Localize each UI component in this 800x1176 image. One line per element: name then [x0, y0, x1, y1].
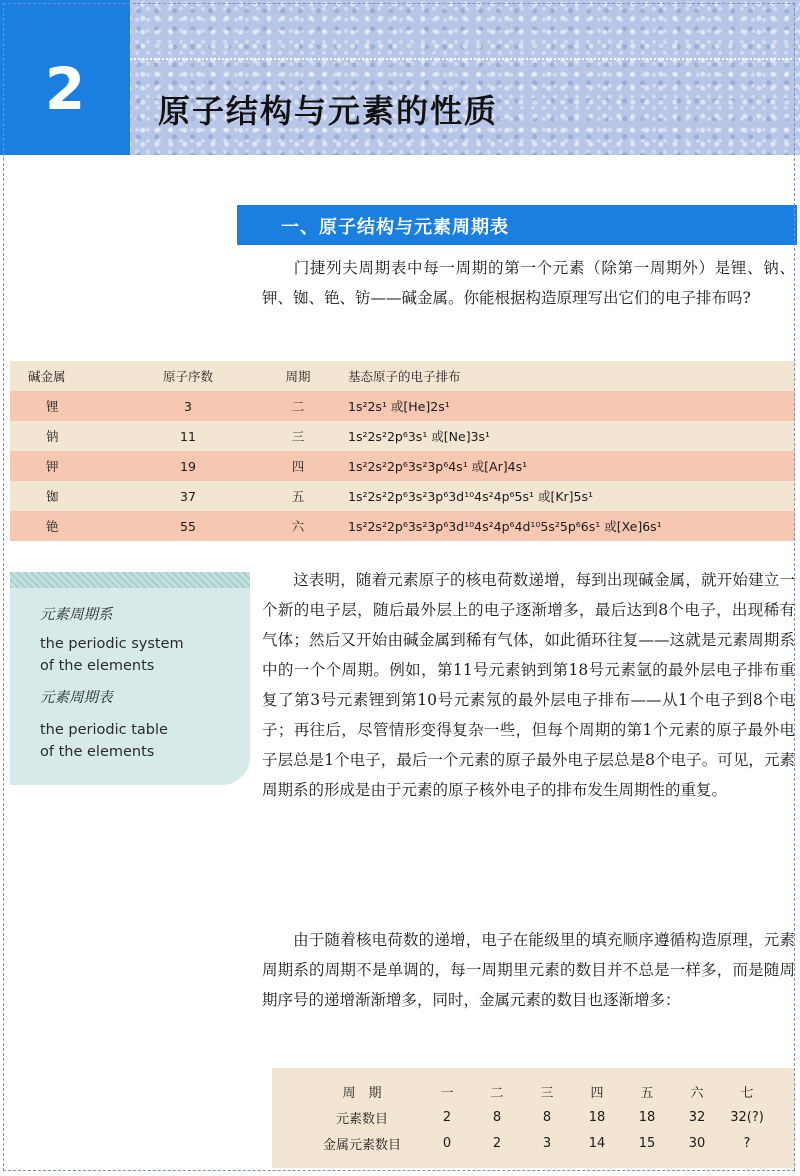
chapter-number-block: [0, 0, 130, 155]
chapter-header-band: [0, 0, 800, 155]
intro-text: 门捷列夫周期表中每一周期的第一个元素（除第一周期外）是锂、钠、钾、铷、铯、钫——碱金属。你能根据构造原理写出它们的电子排布吗?: [262, 259, 795, 307]
header-cell: 原子序数: [162, 369, 213, 384]
glossary-term-en: the periodic table: [40, 722, 168, 738]
table-row: [10, 391, 795, 421]
table-row: [10, 451, 795, 481]
header-cell: 基态原子的电子排布: [348, 369, 461, 384]
table-cell: 三: [291, 429, 305, 444]
body-paragraph-2: [262, 925, 795, 1015]
table-cell: 四: [291, 459, 305, 474]
header-cell: 周期: [285, 369, 311, 384]
table-cell: ?: [743, 1135, 751, 1151]
body-text: 这表明，随着元素原子的核电荷数递增，每到出现碱金属，就开始建立一个新的电子层，随后最外层上的电子逐渐增多，最后达到8个电子，出现稀有气体；然后又开始由碱金属到稀有气体，如此循环往复——这就是元素周期系中的一个个周期。例如，第11号元素钠到第18号元素氩的最外层电子排布重复了第3号元素锂到第10号元素氖的最外层电子排布——从1个电子到8个电子；再往后，尽管情形变得复杂一些，但每个周期的第1个元素的原子最外电子层总是1个电子，最后一个元素的原子最外电子层总是8个电子。可见，元素周期系的形成是由于元素的原子核外电子的排布发生周期性的重复。: [262, 571, 795, 799]
period-count-table-panel: [272, 1068, 795, 1168]
table-cell: 三: [540, 1085, 554, 1101]
sidebox-pattern-strip: [10, 572, 250, 588]
table-cell: 六: [690, 1085, 704, 1101]
glossary-term-cn: 元素周期系: [40, 607, 113, 623]
table-cell: 2: [442, 1109, 452, 1125]
table-cell: 周 期: [342, 1085, 382, 1101]
period-count-table: [302, 1078, 772, 1156]
table-header-row: [10, 361, 795, 391]
table-row: [10, 481, 795, 511]
table-cell: 1s²2s²2p⁶3s²3p⁶3d¹⁰4s²4p⁶5s¹ 或[Kr]5s¹: [348, 489, 594, 504]
table-cell: 3: [184, 398, 192, 414]
table-cell: 1s²2s¹ 或[He]2s¹: [348, 399, 450, 414]
table-cell: 六: [291, 519, 305, 534]
table-cell: 32: [688, 1109, 706, 1125]
table-cell: 二: [490, 1085, 504, 1101]
table-cell: 8: [492, 1109, 502, 1125]
table-cell: 七: [740, 1085, 754, 1101]
glossary-term-en: of the elements: [40, 658, 155, 674]
table-cell: 铯: [46, 519, 59, 534]
table-cell: 30: [688, 1135, 706, 1151]
body-paragraph-1: [262, 565, 795, 805]
chapter-number: 2: [44, 55, 86, 123]
table-row: [10, 511, 795, 541]
chapter-title: 原子结构与元素的性质: [158, 92, 499, 130]
table-cell: 18: [588, 1109, 606, 1125]
table-cell: 1s²2s²2p⁶3s²3p⁶3d¹⁰4s²4p⁶4d¹⁰5s²5p⁶6s¹ 或[Xe]6s¹: [348, 519, 662, 534]
table-row: [10, 421, 795, 451]
table-cell: 钠: [46, 429, 59, 444]
intro-paragraph: [262, 253, 795, 313]
glossary-term-en: the periodic system: [40, 636, 184, 652]
table-cell: 钾: [46, 459, 59, 474]
table-cell: 0: [442, 1135, 452, 1151]
alkali-metal-table: [10, 361, 795, 541]
table-cell: 元素数目: [335, 1111, 388, 1127]
table-cell: 五: [291, 489, 305, 504]
table-cell: 11: [180, 428, 196, 444]
glossary-term-cn: 元素周期表: [40, 690, 113, 706]
body-text: 由于随着核电荷数的递增，电子在能级里的填充顺序遵循构造原理，元素周期系的周期不是单调的，每一周期里元素的数目并不总是一样多，而是随周期序号的递增渐渐增多，同时，金属元素的数目也逐渐增多：: [262, 931, 795, 1009]
table-row: [302, 1104, 772, 1130]
table-cell: 1s²2s²2p⁶3s¹ 或[Ne]3s¹: [348, 429, 491, 444]
header-cell: 碱金属: [28, 369, 66, 384]
header-decorative-strip: [130, 0, 800, 60]
table-cell: 四: [590, 1085, 604, 1101]
section-title: 一、原子结构与元素周期表: [281, 217, 509, 238]
glossary-term-en: of the elements: [40, 744, 155, 760]
table-cell: 金属元素数目: [322, 1137, 401, 1153]
section-heading-bar: [237, 205, 797, 245]
table-cell: 19: [180, 458, 196, 474]
table-cell: 锂: [46, 399, 59, 414]
table-cell: 8: [542, 1109, 552, 1125]
table-cell: 18: [638, 1109, 656, 1125]
table-cell: 3: [542, 1135, 552, 1151]
table-cell: 一: [440, 1085, 454, 1101]
table-cell: 二: [291, 399, 305, 414]
table-cell: 32(?): [730, 1109, 764, 1125]
table-row: [302, 1078, 772, 1104]
table-cell: 铷: [46, 489, 59, 504]
table-cell: 55: [180, 518, 196, 534]
table-row: [302, 1130, 772, 1156]
table-cell: 14: [588, 1135, 606, 1151]
table-cell: 15: [638, 1135, 656, 1151]
table-cell: 2: [492, 1135, 502, 1151]
table-cell: 37: [180, 488, 196, 504]
table-cell: 1s²2s²2p⁶3s²3p⁶4s¹ 或[Ar]4s¹: [348, 459, 528, 474]
table-cell: 五: [640, 1085, 654, 1101]
glossary-sidebox: [10, 572, 250, 785]
